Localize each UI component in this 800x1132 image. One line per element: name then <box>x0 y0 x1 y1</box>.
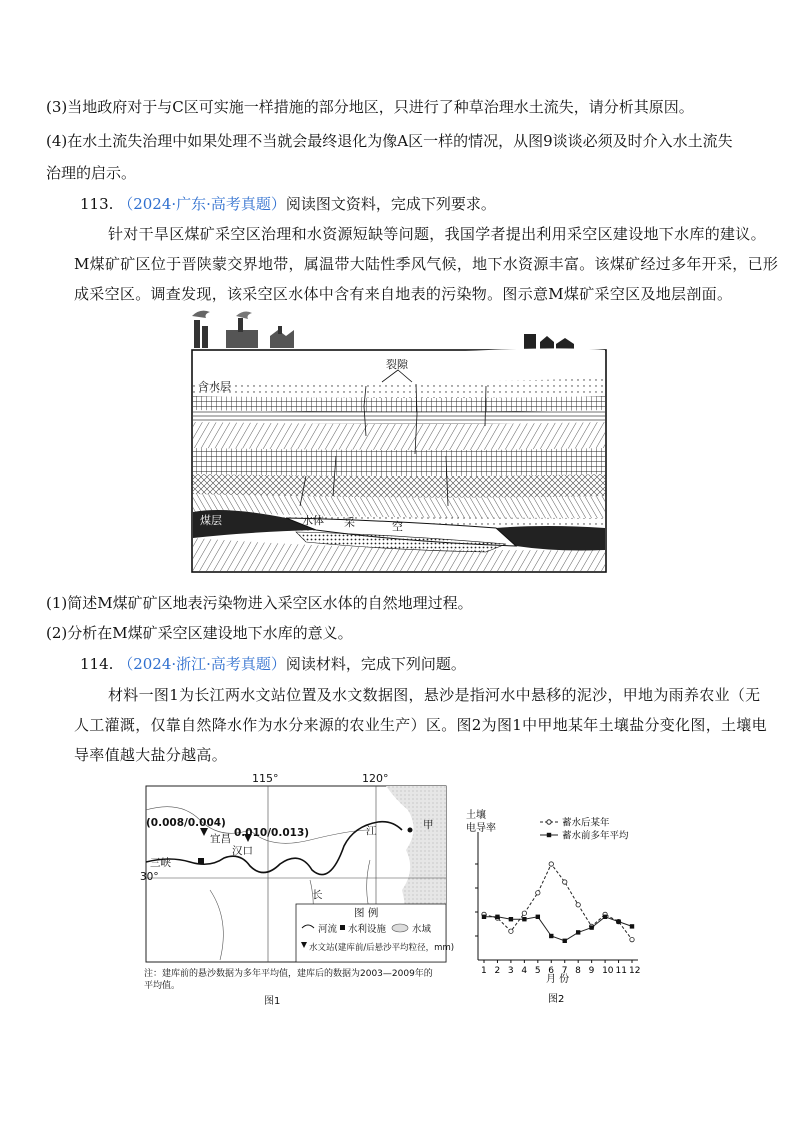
series1-point <box>630 937 634 941</box>
x-tick-label: 9 <box>588 966 595 976</box>
factory-icon <box>192 311 294 348</box>
fig2-caption: 图2 <box>548 994 565 1005</box>
legend-label-1: 蓄水后某年 <box>562 817 610 829</box>
goaf-label-1: 采 <box>344 516 355 529</box>
sanxia-label: 三峡 <box>150 857 171 869</box>
series2-point <box>549 934 553 938</box>
series2-point <box>576 930 580 934</box>
series2-point <box>509 917 513 921</box>
x-tick-label: 10 <box>602 966 614 976</box>
yichang-data: (0.008/0.004) <box>146 817 226 829</box>
legend-marker-1 <box>547 820 551 824</box>
lon-label-120: 120° <box>362 772 389 785</box>
q113-instruction: 阅读图文资料，完成下列要求。 <box>285 195 496 213</box>
series1-point <box>509 929 513 933</box>
x-tick-label: 7 <box>561 966 568 976</box>
q113-para-line2: M煤矿矿区位于晋陕蒙交界地带，属温带大陆性季风气候，地下水资源丰富。该煤矿经过多年开采，已形 <box>74 255 779 273</box>
q112-sub4-line1: (4)在水土流失治理中如果处理不当就会最终退化为像A区一样的情况，从图9谈谈必须及时介入水土流失 <box>46 132 733 150</box>
series2-point <box>482 915 486 919</box>
chart-ylabel-1: 土壤 <box>466 810 486 821</box>
x-tick-label: 1 <box>481 966 487 976</box>
yichang-name: 宜昌 <box>210 833 231 845</box>
aquifer-label: 含水层 <box>198 380 231 393</box>
q112-sub4-line2: 治理的启示。 <box>46 164 137 182</box>
hankou-data: 0.010/0.013) <box>234 827 310 839</box>
series-line-1 <box>484 864 632 940</box>
series2-point <box>536 915 540 919</box>
hankou-name: 汉口 <box>232 845 253 857</box>
q112-sub3: (3)当地政府对于与C区可实施一样措施的部分地区，只进行了种草治理水土流失，请分析其原因。 <box>46 98 694 116</box>
legend-title: 图 例 <box>354 907 379 919</box>
soil-conductivity-chart <box>462 806 652 1010</box>
lat-label-30: 30° <box>140 871 159 883</box>
q113-header <box>80 193 496 214</box>
series1-point <box>576 903 580 907</box>
series2-point <box>589 925 593 929</box>
goaf-label-2: 空 <box>392 520 403 533</box>
q113-sub2: (2)分析在M煤矿采空区建设地下水库的意义。 <box>46 624 353 642</box>
lon-label-115: 115° <box>252 772 279 785</box>
q113-sub1: (1)简述M煤矿矿区地表污染物进入采空区水体的自然地理过程。 <box>46 594 473 612</box>
series1-point <box>549 862 553 866</box>
q113-number: 113. <box>80 195 114 213</box>
fig1-caption: 图1 <box>264 996 281 1007</box>
x-tick-label: 12 <box>629 966 641 976</box>
series-line-2 <box>484 917 632 941</box>
facility-legend-icon <box>340 925 345 930</box>
q114-number: 114. <box>80 655 114 673</box>
river-char-chang: 长 <box>312 889 323 901</box>
x-tick-label: 6 <box>548 966 555 976</box>
chart-xlabel: 月 份 <box>546 974 570 985</box>
q114-para-line2: 人工灌溉，仅靠自然降水作为水分来源的农业生产）区。图2为图1中甲地某年土壤盐分变化图，土壤电 <box>74 716 767 734</box>
series2-point <box>522 917 526 921</box>
dam-icon <box>198 858 204 864</box>
legend-station: 水文站(建库前/后悬沙平均粒径，mm) <box>309 943 455 953</box>
jia-label: 甲 <box>423 819 434 831</box>
fissure-label: 裂隙 <box>386 358 408 371</box>
series1-point <box>536 891 540 895</box>
series1-point <box>563 880 567 884</box>
water-legend-icon <box>392 924 408 932</box>
x-tick-label: 5 <box>534 966 541 976</box>
q113-para-line1: 针对干旱区煤矿采空区治理和水资源短缺等问题，我国学者提出利用采空区建设地下水库的建议。 <box>108 225 766 243</box>
legend-label-2: 蓄水前多年平均 <box>562 830 629 842</box>
x-tick-label: 4 <box>521 966 528 976</box>
jia-point-icon <box>408 828 413 833</box>
series2-point <box>563 939 567 943</box>
q113-source: （2024·广东·高考真题） <box>118 195 286 213</box>
series2-point <box>495 915 499 919</box>
water-body-label: 水体 <box>302 514 324 527</box>
yangtze-map-figure <box>140 770 462 1010</box>
series2-point <box>616 919 620 923</box>
q114-source: （2024·浙江·高考真题） <box>118 655 286 673</box>
map-note-line1: 注：建库前的悬沙数据为多年平均值，建库后的数据为2003—2009年的 <box>144 969 433 979</box>
q113-para-line3: 成采空区。调查发现，该采空区水体中含有来自地表的污染物。图示意M煤矿采空区及地层剖面。 <box>74 285 733 303</box>
x-tick-label: 8 <box>575 966 581 976</box>
legend-facility: 水利设施 <box>348 924 387 935</box>
legend-water: 水域 <box>412 924 432 935</box>
q114-header <box>80 653 466 674</box>
q114-para-line1: 材料一图1为长江两水文站位置及水文数据图，悬沙是指河水中悬移的泥沙，甲地为雨养农业（无 <box>108 686 761 704</box>
q114-para-line3: 导率值越大盐分越高。 <box>74 746 228 764</box>
x-tick-label: 11 <box>615 966 627 976</box>
series2-point <box>603 915 607 919</box>
map-note-line2: 平均值。 <box>144 981 181 991</box>
legend-river: 河流 <box>318 924 338 935</box>
goaf-cross-section-figure <box>186 306 612 576</box>
series1-point <box>522 911 526 915</box>
x-tick-label: 2 <box>494 966 501 976</box>
chart-ylabel-2: 电导率 <box>466 823 496 834</box>
coal-seam-label: 煤层 <box>200 514 222 527</box>
legend-marker-2 <box>547 833 551 837</box>
series2-point <box>630 924 634 928</box>
x-tick-label: 3 <box>507 966 514 976</box>
q114-instruction: 阅读材料，完成下列问题。 <box>285 655 466 673</box>
river-char-jiang: 江 <box>366 825 377 837</box>
